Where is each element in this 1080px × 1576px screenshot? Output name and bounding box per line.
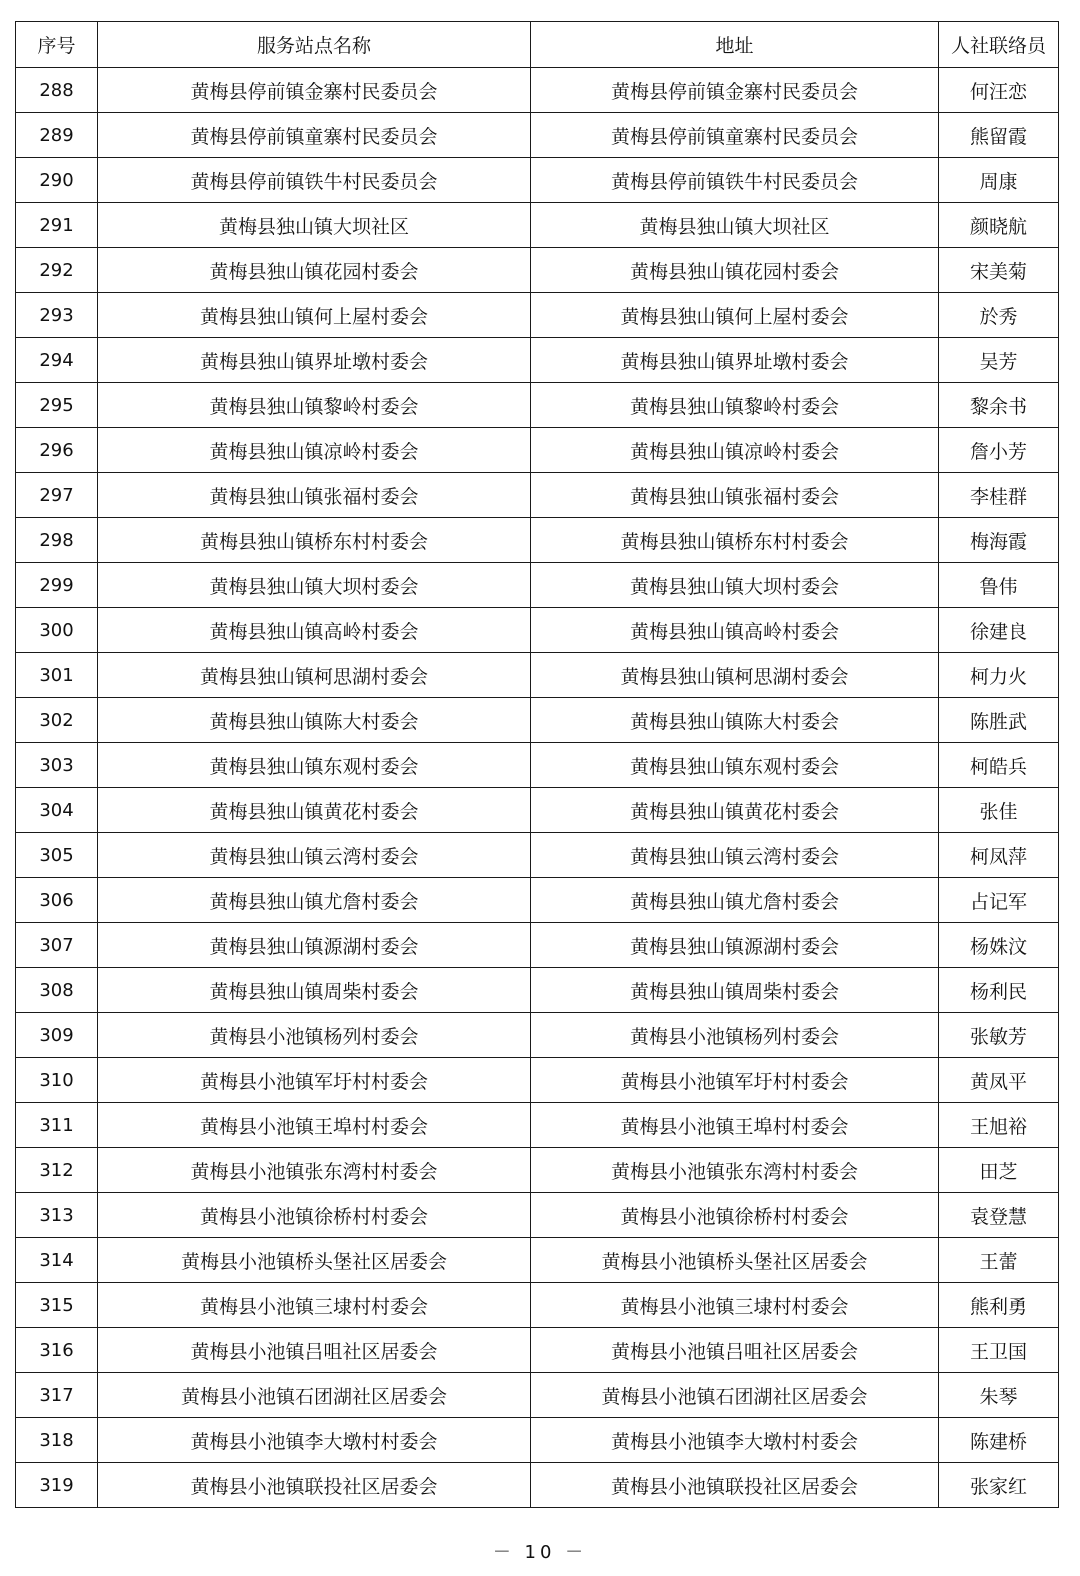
cell-liaison: 田芝 xyxy=(939,1148,1059,1193)
cell-station-name: 黄梅县独山镇大坝社区 xyxy=(98,203,531,248)
cell-index: 310 xyxy=(16,1058,98,1103)
cell-address: 黄梅县小池镇李大墩村村委会 xyxy=(531,1418,939,1463)
cell-address: 黄梅县独山镇凉岭村委会 xyxy=(531,428,939,473)
table-row xyxy=(16,1418,1059,1463)
table-row xyxy=(16,563,1059,608)
header-address: 地址 xyxy=(531,22,939,68)
cell-address: 黄梅县独山镇张福村委会 xyxy=(531,473,939,518)
cell-station-name: 黄梅县小池镇军圩村村委会 xyxy=(98,1058,531,1103)
header-liaison: 人社联络员 xyxy=(939,22,1059,68)
cell-index: 317 xyxy=(16,1373,98,1418)
cell-station-name: 黄梅县小池镇石团湖社区居委会 xyxy=(98,1373,531,1418)
cell-index: 288 xyxy=(16,68,98,113)
cell-liaison: 张佳 xyxy=(939,788,1059,833)
cell-liaison: 朱琴 xyxy=(939,1373,1059,1418)
cell-liaison: 袁登慧 xyxy=(939,1193,1059,1238)
cell-station-name: 黄梅县独山镇陈大村委会 xyxy=(98,698,531,743)
table-row xyxy=(16,428,1059,473)
table-row xyxy=(16,293,1059,338)
cell-address: 黄梅县独山镇周柴村委会 xyxy=(531,968,939,1013)
cell-liaison: 鲁伟 xyxy=(939,563,1059,608)
cell-station-name: 黄梅县小池镇王埠村村委会 xyxy=(98,1103,531,1148)
cell-station-name: 黄梅县小池镇桥头堡社区居委会 xyxy=(98,1238,531,1283)
cell-address: 黄梅县独山镇东观村委会 xyxy=(531,743,939,788)
cell-address: 黄梅县停前镇铁牛村民委员会 xyxy=(531,158,939,203)
cell-index: 292 xyxy=(16,248,98,293)
cell-station-name: 黄梅县小池镇吕咀社区居委会 xyxy=(98,1328,531,1373)
table-row xyxy=(16,383,1059,428)
cell-station-name: 黄梅县小池镇杨列村委会 xyxy=(98,1013,531,1058)
cell-index: 289 xyxy=(16,113,98,158)
cell-liaison: 柯力火 xyxy=(939,653,1059,698)
cell-index: 295 xyxy=(16,383,98,428)
cell-index: 313 xyxy=(16,1193,98,1238)
cell-address: 黄梅县独山镇界址墩村委会 xyxy=(531,338,939,383)
cell-index: 301 xyxy=(16,653,98,698)
cell-liaison: 李桂群 xyxy=(939,473,1059,518)
cell-station-name: 黄梅县独山镇黄花村委会 xyxy=(98,788,531,833)
table-body xyxy=(16,68,1059,1508)
cell-station-name: 黄梅县独山镇凉岭村委会 xyxy=(98,428,531,473)
cell-liaison: 杨利民 xyxy=(939,968,1059,1013)
cell-station-name: 黄梅县独山镇云湾村委会 xyxy=(98,833,531,878)
table-row xyxy=(16,113,1059,158)
cell-address: 黄梅县独山镇云湾村委会 xyxy=(531,833,939,878)
cell-address: 黄梅县小池镇杨列村委会 xyxy=(531,1013,939,1058)
table-row xyxy=(16,878,1059,923)
table-row xyxy=(16,1283,1059,1328)
cell-index: 308 xyxy=(16,968,98,1013)
cell-station-name: 黄梅县小池镇三埭村村委会 xyxy=(98,1283,531,1328)
cell-liaison: 於秀 xyxy=(939,293,1059,338)
table-row xyxy=(16,968,1059,1013)
cell-liaison: 柯皓兵 xyxy=(939,743,1059,788)
cell-address: 黄梅县独山镇大坝村委会 xyxy=(531,563,939,608)
table-row xyxy=(16,743,1059,788)
table-row xyxy=(16,1328,1059,1373)
cell-index: 309 xyxy=(16,1013,98,1058)
cell-address: 黄梅县独山镇大坝社区 xyxy=(531,203,939,248)
cell-station-name: 黄梅县独山镇周柴村委会 xyxy=(98,968,531,1013)
cell-station-name: 黄梅县独山镇柯思湖村委会 xyxy=(98,653,531,698)
cell-index: 314 xyxy=(16,1238,98,1283)
header-index: 序号 xyxy=(16,22,98,68)
cell-index: 303 xyxy=(16,743,98,788)
cell-liaison: 柯凤萍 xyxy=(939,833,1059,878)
cell-liaison: 颜晓航 xyxy=(939,203,1059,248)
cell-station-name: 黄梅县停前镇金寨村民委员会 xyxy=(98,68,531,113)
cell-address: 黄梅县停前镇金寨村民委员会 xyxy=(531,68,939,113)
cell-address: 黄梅县独山镇源湖村委会 xyxy=(531,923,939,968)
cell-index: 307 xyxy=(16,923,98,968)
cell-liaison: 王蕾 xyxy=(939,1238,1059,1283)
cell-address: 黄梅县独山镇柯思湖村委会 xyxy=(531,653,939,698)
cell-liaison: 何汪恋 xyxy=(939,68,1059,113)
cell-liaison: 张敏芳 xyxy=(939,1013,1059,1058)
cell-station-name: 黄梅县独山镇黎岭村委会 xyxy=(98,383,531,428)
cell-station-name: 黄梅县小池镇徐桥村村委会 xyxy=(98,1193,531,1238)
cell-address: 黄梅县小池镇军圩村村委会 xyxy=(531,1058,939,1103)
service-station-table xyxy=(15,21,1059,1508)
table-row xyxy=(16,338,1059,383)
cell-address: 黄梅县小池镇吕咀社区居委会 xyxy=(531,1328,939,1373)
cell-address: 黄梅县小池镇三埭村村委会 xyxy=(531,1283,939,1328)
cell-address: 黄梅县独山镇何上屋村委会 xyxy=(531,293,939,338)
table-row xyxy=(16,698,1059,743)
cell-liaison: 张家红 xyxy=(939,1463,1059,1508)
cell-station-name: 黄梅县独山镇桥东村村委会 xyxy=(98,518,531,563)
cell-station-name: 黄梅县小池镇张东湾村村委会 xyxy=(98,1148,531,1193)
cell-index: 299 xyxy=(16,563,98,608)
page-number: － 10 － xyxy=(492,1542,588,1563)
cell-liaison: 黎余书 xyxy=(939,383,1059,428)
cell-liaison: 徐建良 xyxy=(939,608,1059,653)
cell-index: 316 xyxy=(16,1328,98,1373)
cell-liaison: 梅海霞 xyxy=(939,518,1059,563)
table-row xyxy=(16,1103,1059,1148)
header-station-name: 服务站点名称 xyxy=(98,22,531,68)
cell-address: 黄梅县小池镇张东湾村村委会 xyxy=(531,1148,939,1193)
cell-index: 298 xyxy=(16,518,98,563)
cell-index: 290 xyxy=(16,158,98,203)
cell-liaison: 周康 xyxy=(939,158,1059,203)
table-row xyxy=(16,1463,1059,1508)
table-row xyxy=(16,203,1059,248)
table-row xyxy=(16,788,1059,833)
cell-liaison: 王旭裕 xyxy=(939,1103,1059,1148)
cell-liaison: 吴芳 xyxy=(939,338,1059,383)
table-row xyxy=(16,68,1059,113)
cell-index: 302 xyxy=(16,698,98,743)
table-row xyxy=(16,833,1059,878)
service-station-table-container xyxy=(15,21,1058,1508)
cell-station-name: 黄梅县小池镇联投社区居委会 xyxy=(98,1463,531,1508)
table-row xyxy=(16,1013,1059,1058)
cell-station-name: 黄梅县停前镇童寨村民委员会 xyxy=(98,113,531,158)
table-row xyxy=(16,1148,1059,1193)
cell-station-name: 黄梅县停前镇铁牛村民委员会 xyxy=(98,158,531,203)
table-row xyxy=(16,158,1059,203)
cell-index: 318 xyxy=(16,1418,98,1463)
table-row xyxy=(16,1193,1059,1238)
cell-address: 黄梅县独山镇花园村委会 xyxy=(531,248,939,293)
cell-liaison: 黄凤平 xyxy=(939,1058,1059,1103)
cell-address: 黄梅县独山镇黎岭村委会 xyxy=(531,383,939,428)
cell-address: 黄梅县停前镇童寨村民委员会 xyxy=(531,113,939,158)
table-row xyxy=(16,923,1059,968)
cell-index: 294 xyxy=(16,338,98,383)
table-row xyxy=(16,653,1059,698)
cell-liaison: 杨姝汶 xyxy=(939,923,1059,968)
cell-station-name: 黄梅县独山镇张福村委会 xyxy=(98,473,531,518)
cell-index: 304 xyxy=(16,788,98,833)
cell-liaison: 陈胜武 xyxy=(939,698,1059,743)
cell-station-name: 黄梅县小池镇李大墩村村委会 xyxy=(98,1418,531,1463)
table-row xyxy=(16,608,1059,653)
table-row xyxy=(16,1238,1059,1283)
cell-address: 黄梅县小池镇王埠村村委会 xyxy=(531,1103,939,1148)
cell-liaison: 詹小芳 xyxy=(939,428,1059,473)
cell-liaison: 熊留霞 xyxy=(939,113,1059,158)
cell-index: 312 xyxy=(16,1148,98,1193)
cell-liaison: 熊利勇 xyxy=(939,1283,1059,1328)
cell-station-name: 黄梅县独山镇花园村委会 xyxy=(98,248,531,293)
cell-index: 305 xyxy=(16,833,98,878)
table-row xyxy=(16,248,1059,293)
cell-address: 黄梅县独山镇桥东村村委会 xyxy=(531,518,939,563)
cell-index: 300 xyxy=(16,608,98,653)
cell-liaison: 王卫国 xyxy=(939,1328,1059,1373)
cell-address: 黄梅县小池镇桥头堡社区居委会 xyxy=(531,1238,939,1283)
cell-address: 黄梅县独山镇高岭村委会 xyxy=(531,608,939,653)
table-row xyxy=(16,1058,1059,1103)
cell-index: 315 xyxy=(16,1283,98,1328)
table-row xyxy=(16,518,1059,563)
cell-address: 黄梅县小池镇联投社区居委会 xyxy=(531,1463,939,1508)
cell-station-name: 黄梅县独山镇尤詹村委会 xyxy=(98,878,531,923)
table-row xyxy=(16,473,1059,518)
cell-index: 293 xyxy=(16,293,98,338)
cell-station-name: 黄梅县独山镇大坝村委会 xyxy=(98,563,531,608)
cell-index: 311 xyxy=(16,1103,98,1148)
cell-index: 291 xyxy=(16,203,98,248)
cell-station-name: 黄梅县独山镇高岭村委会 xyxy=(98,608,531,653)
cell-station-name: 黄梅县独山镇源湖村委会 xyxy=(98,923,531,968)
cell-liaison: 陈建桥 xyxy=(939,1418,1059,1463)
cell-station-name: 黄梅县独山镇东观村委会 xyxy=(98,743,531,788)
table-row xyxy=(16,1373,1059,1418)
cell-address: 黄梅县小池镇徐桥村村委会 xyxy=(531,1193,939,1238)
cell-index: 296 xyxy=(16,428,98,473)
header-row xyxy=(16,22,1059,68)
cell-liaison: 宋美菊 xyxy=(939,248,1059,293)
cell-address: 黄梅县小池镇石团湖社区居委会 xyxy=(531,1373,939,1418)
cell-station-name: 黄梅县独山镇界址墩村委会 xyxy=(98,338,531,383)
cell-index: 306 xyxy=(16,878,98,923)
table-header xyxy=(16,22,1059,68)
cell-address: 黄梅县独山镇尤詹村委会 xyxy=(531,878,939,923)
cell-station-name: 黄梅县独山镇何上屋村委会 xyxy=(98,293,531,338)
cell-address: 黄梅县独山镇陈大村委会 xyxy=(531,698,939,743)
cell-liaison: 占记军 xyxy=(939,878,1059,923)
cell-index: 297 xyxy=(16,473,98,518)
cell-index: 319 xyxy=(16,1463,98,1508)
cell-address: 黄梅县独山镇黄花村委会 xyxy=(531,788,939,833)
